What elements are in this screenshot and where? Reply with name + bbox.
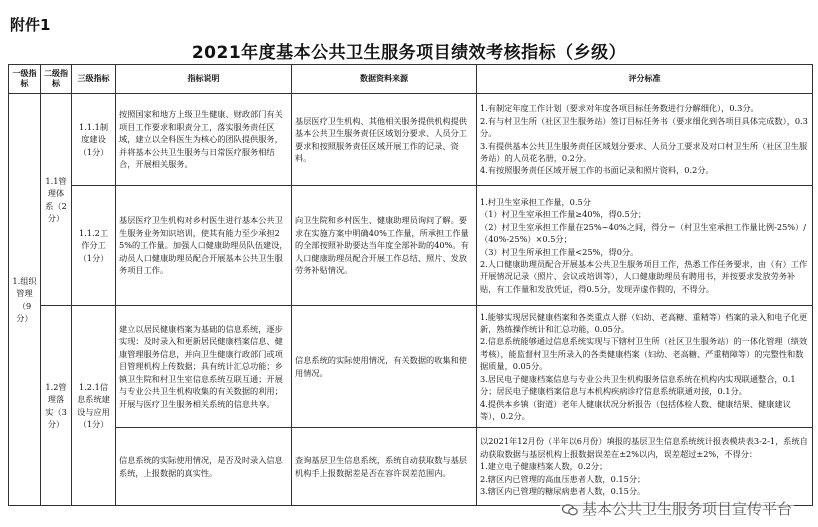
level2-cell: 1.2管理落实（3分） [41, 306, 72, 506]
page-title: 2021年度基本公共卫生服务项目绩效考核指标（乡级） [191, 43, 627, 63]
table-row [9, 428, 813, 506]
criteria-cell: 以2021年12月份（半年以6月份）填报的基层卫生信息系统统计报表模块表3-2-1，系统自动获取数据与基层机构上报数据误差在±2%以内，误差超过±2%，不得分： 1.建立电子健康档案人数，0.2分； 2.辖区内已管理的高血压患者人数，0.15分； 3.辖区内已管理的糖尿病患者人数，0.15分。 [477, 428, 813, 506]
data-source-cell: 查询基层卫生信息系统，系统自动获取数与基层机构手上报数据差是否在容许误差范围内。 [292, 428, 477, 506]
header-level1: 一级指标 [9, 65, 41, 94]
description-cell: 基层医疗卫生机构对乡村医生进行基本公共卫生服务业务知识培训，使其有能力至少承担25%的工作量。加强人口健康助理员队伍建设，动员人口健康助理员配合开展基本公共卫生服务项目工作。 [116, 186, 292, 306]
data-source-cell: 信息系统的实际使用情况，有关数据的收集和使用情况。 [292, 306, 477, 428]
table-row [9, 186, 813, 306]
watermark [560, 498, 794, 519]
header-description: 指标说明 [116, 65, 292, 94]
header-row [9, 65, 813, 94]
header-level2: 二级指标 [41, 65, 72, 94]
criteria-cell: 1.有制定年度工作计划（要求对年度各项目标任务数进行分解细化），0.3分。 2.有与村卫生所（社区卫生服务站）签订目标任务书（要求细化到各项目具体完成数），0.3分。 3.有提供基本公共卫生服务责任区域划分要求、人员分工要求及对口村卫生所（社区卫生服务站）的人员花名册，0.2分。 4.有按照服务责任区域开展工作的书面记录和照片资料，0.2分。 [477, 94, 813, 186]
criteria-cell: 1.能够实现居民健康档案和各类重点人群（妇幼、老高糖、重精等）档案的录入和电子化更新，熟练操作统计和汇总功能，0.05分。 2.信息系统能够通过信息系统实现与下辖村卫生所（社区卫生服务站）的一体化管理（绩效考核），能监督村卫生所录入的各类健康档案（妇幼、老高糖、严重精障等）的完整性和数据质量，0.05分。 3.居民电子健康档案信息与专业公共卫生机构服务信息系统在机构内实现联通整合，0.1分；居民电子健康档案信息与本机构疾病诊疗信息系统联通对接，0.1分。 4.提供本乡镇（街道）老年人健康状况分析报告（包括体检人数、健康结果、健康建议等），0.2分。 [477, 306, 813, 428]
level3-cell: 1.2.1信息系统建设与应用（1分） [72, 306, 116, 506]
header-criteria: 评分标准 [477, 65, 813, 94]
header-level3: 三级指标 [72, 65, 116, 94]
table-row [9, 306, 813, 428]
watermark-text: 基本公共卫生服务项目宣传平台 [581, 500, 792, 518]
level3-cell: 1.1.2工作分工（1分） [72, 186, 116, 306]
level3-cell: 1.1.1制度建设（1分） [72, 94, 116, 186]
criteria-cell: 1.村卫生室承担工作量，0.5分 （1）村卫生室承担工作量≥40%，得0.5分； （2）村卫生室承担工作量在25%~40%之间，得分＝（村卫生室承担工作量比例-25%）/（40%-25%）×0.5分； （3）村卫生所承担工作量<25%，得0分。 2.人口健康助理员配合开展基本公共卫生服务项目工作，热悉工作任务要求，由（有）工作开展情况记录（照片、会议或培训等），人口健康助理员有聘用书，并按要求发放劳务补贴，有工作量和发放凭证，得0.5分，发现弄虚作假的，不得分。 [477, 186, 813, 306]
level1-cell: 1.组织管理（9分） [9, 94, 41, 506]
wechat-icon [562, 504, 578, 516]
description-cell: 信息系统的实际使用情况，是否及时录入信息系统，上报数据的真实性。 [116, 428, 292, 506]
description-cell: 按照国家和地方上级卫生健康、财政部门有关项目工作要求和职责分工，落实服务责任区域，建立以全科医生为核心的团队提供服务，并将基本公共卫生服务与日常医疗服务相结合，开展相关服务。 [116, 94, 292, 186]
header-data-source: 数据资料来源 [292, 65, 477, 94]
indicator-table [8, 64, 813, 506]
level2-cell: 1.1管理体系（2分） [41, 94, 72, 306]
description-cell: 建立以居民健康档案为基础的信息系统，逐步实现：及时录入和更新居民健康档案信息、健康管理服务信息，并向卫生健康行政部门或项目管理机构上传数据；具有统计汇总功能；乡镇卫生院和村卫生室信息系统互联互通；开展与专业公共卫生机构收集的有关数据的利用；开展与医疗卫生服务相关系统的信息共享。 [116, 306, 292, 428]
data-source-cell: 向卫生院和乡村医生、健康助理员询问了解。要求在实施方案中明确40%工作量，所承担工作量的全部按照补助要达当年度全部补助的40%。有人口健康助理员配合开展工作总结、照片、发放劳务补贴情况。 [292, 186, 477, 306]
data-source-cell: 基层医疗卫生机构、其他相关服务提供机构提供基本公共卫生服务责任区域划分要求、人员分工要求和按照服务责任区域开展工作的记录、资料。 [292, 94, 477, 186]
attachment-label: 附件1 [10, 16, 51, 34]
table-row [9, 94, 813, 186]
